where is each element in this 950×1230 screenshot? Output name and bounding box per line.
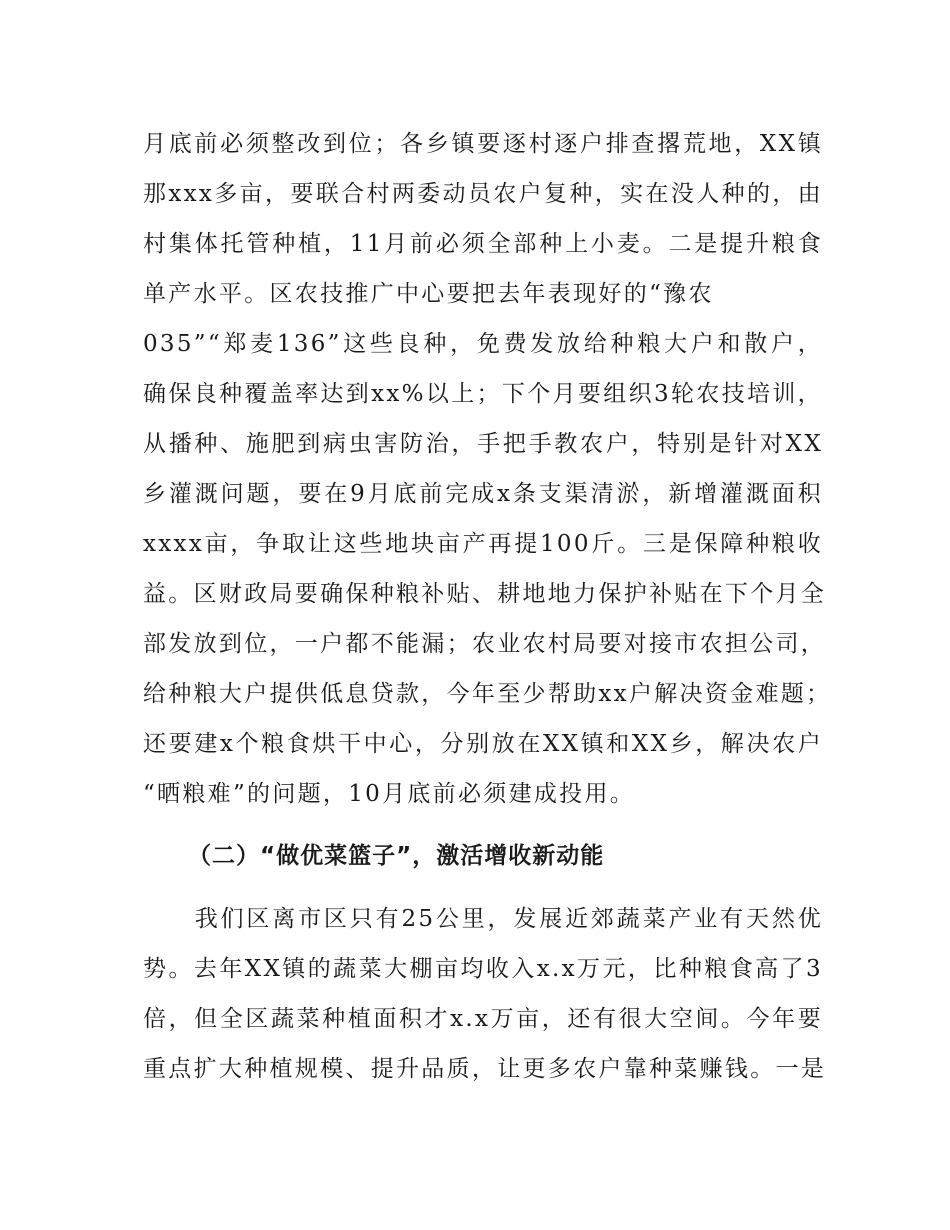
paragraph-line: 我们区离市区只有25公里，发展近郊蔬菜产业有天然优 (143, 906, 823, 932)
paragraph-line: 益。区财政局要确保种粮补贴、耕地地力保护补贴在下个月全 (143, 581, 827, 607)
paragraph-line: 单产水平。区农技推广中心要把去年表现好的“豫农 (143, 281, 714, 307)
paragraph-line: 那xxx多亩，要联合村两委动员农户复种，实在没人种的，由 (143, 181, 823, 207)
paragraph-line: 从播种、施肥到病虫害防治，手把手教农户，特别是针对XX (143, 431, 823, 457)
paragraph-line: 给种粮大户提供低息贷款，今年至少帮助xx户解决资金难题； (143, 681, 832, 707)
paragraph-line: 部发放到位，一户都不能漏；农业农村局要对接市农担公司， (143, 631, 827, 657)
paragraph-line: 重点扩大种植规模、提升品质，让更多农户靠种菜赚钱。一是 (143, 1056, 827, 1082)
paragraph-line: 035”“郑麦136”这些良种，免费发放给种粮大户和散户， (143, 331, 823, 357)
paragraph-line: 倍，但全区蔬菜种植面积才x.x万亩，还有很大空间。今年要 (143, 1006, 823, 1032)
paragraph-line: 确保良种覆盖率达到xx%以上；下个月要组织3轮农技培训， (143, 381, 823, 407)
paragraph-line: “晒粮难”的问题，10月底前必须建成投用。 (143, 781, 636, 807)
paragraph-line: 村集体托管种植，11月前必须全部种上小麦。二是提升粮食 (143, 231, 823, 257)
paragraph-line: 乡灌溉问题，要在9月底前完成x条支渠清淤，新增灌溉面积 (143, 481, 823, 507)
section-heading: （二）“做优菜篮子”，激活增收新动能 (188, 843, 605, 869)
paragraph-line: 还要建x个粮食烘干中心，分别放在XX镇和XX乡，解决农户 (143, 731, 823, 757)
paragraph-line: 势。去年XX镇的蔬菜大棚亩均收入x.x万元，比种粮食高了3 (143, 956, 823, 982)
paragraph-line: 月底前必须整改到位；各乡镇要逐村逐户排查撂荒地，XX镇 (143, 131, 823, 157)
paragraph-line: xxxx亩，争取让这些地块亩产再提100斤。三是保障种粮收 (143, 531, 823, 557)
